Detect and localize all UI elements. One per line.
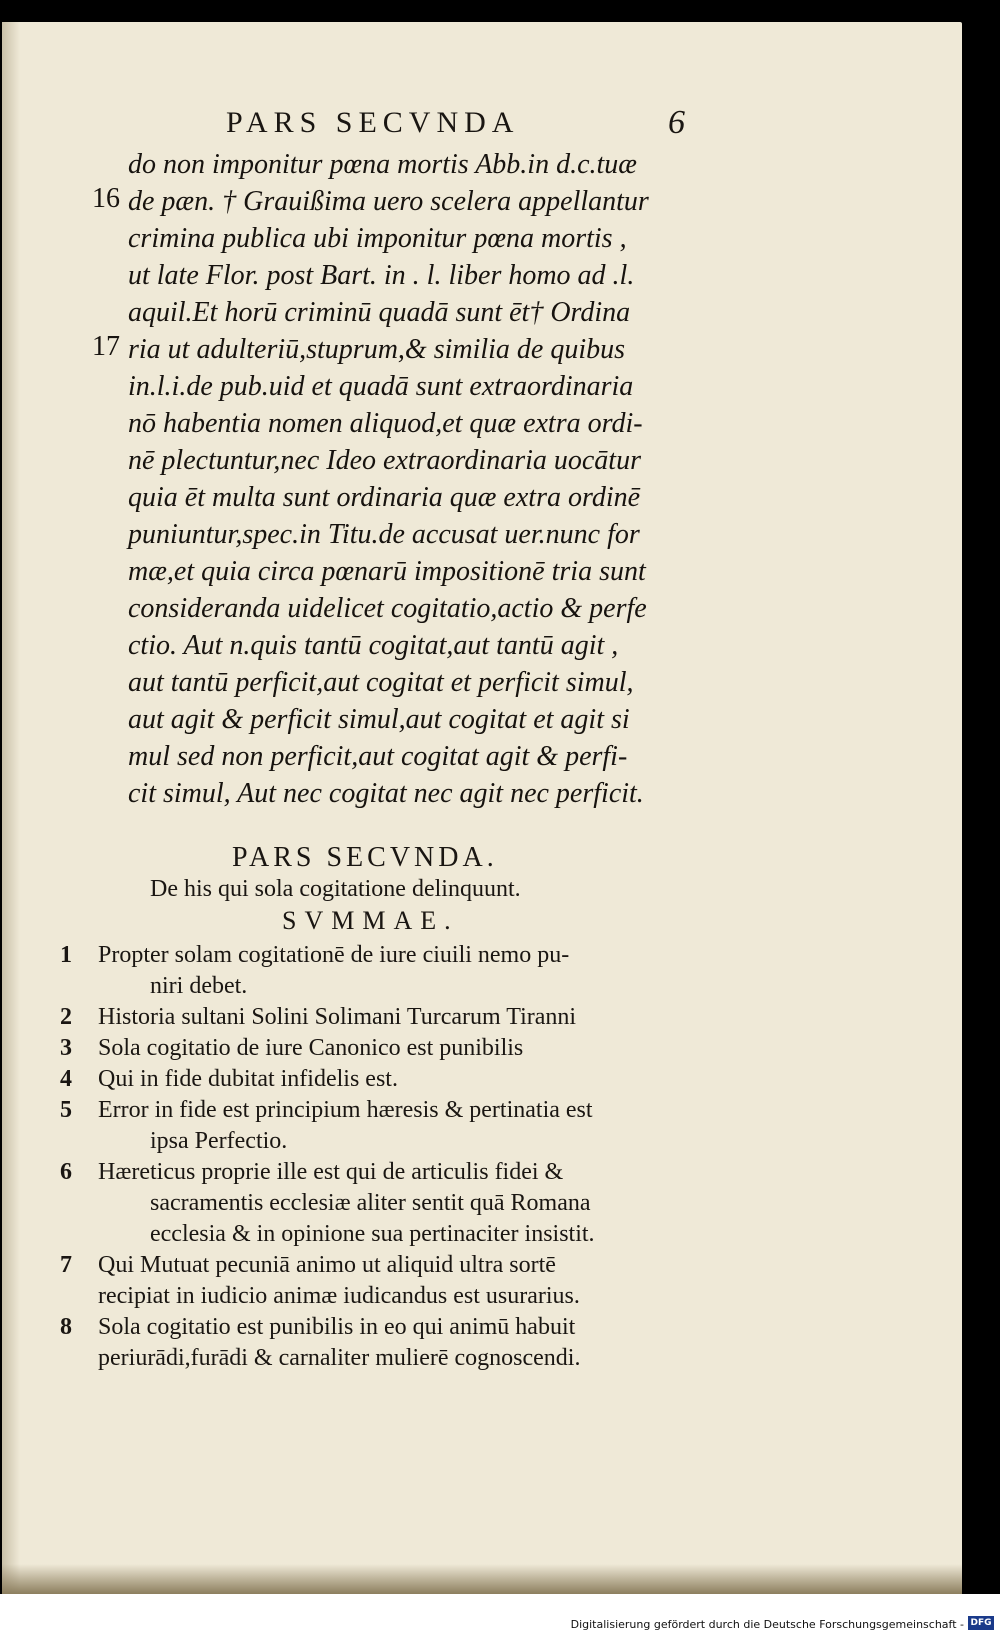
summary-text: Sola cogitatio est punibilis in eo qui animū habuit: [98, 1314, 576, 1340]
summary-item: [60, 1312, 740, 1343]
summary-text: Sola cogitatio de iure Canonico est punibilis: [98, 1035, 524, 1061]
text-line: cit simul, Aut nec cogitat nec agit nec perficit.: [128, 778, 644, 809]
page-gutter-shadow: [2, 22, 20, 1594]
summary-continuation: [60, 1281, 740, 1312]
text-line: nē plectuntur,nec Ideo extraordinaria uocātur: [128, 445, 641, 476]
text-line: de pæn. † Grauißima uero scelera appellantur: [128, 186, 649, 217]
summary-continuation: [60, 1219, 740, 1250]
summary-number: 7: [60, 1252, 72, 1278]
summary-number: 1: [60, 942, 72, 968]
funding-credit: Digitalisierung gefördert durch die Deutsche Forschungsgemeinschaft -: [570, 1618, 964, 1631]
summary-number: 2: [60, 1004, 72, 1030]
summae-label: SVMMAE.: [282, 906, 459, 935]
folio-number: 6: [668, 104, 685, 141]
text-line: consideranda uidelicet cogitatio,actio & perfe: [128, 593, 647, 624]
summary-text: Qui Mutuat pecuniā animo ut aliquid ultra sortē: [98, 1252, 556, 1278]
text-line: do non imponitur pœna mortis Abb.in d.c.tuæ: [128, 149, 637, 180]
summary-continuation: [60, 1188, 740, 1219]
summary-text: Propter solam cogitationē de iure ciuili nemo pu-: [98, 942, 570, 968]
summary-text: Qui in fide dubitat infidelis est.: [98, 1066, 398, 1092]
summary-continuation: [60, 1126, 740, 1157]
summae-list: [60, 940, 740, 1374]
text-line: nō habentia nomen aliquod,et quæ extra ordi-: [128, 408, 643, 439]
summary-text: sacramentis ecclesiæ aliter sentit quā Romana: [150, 1190, 591, 1216]
summary-text: Error in fide est principium hæresis & pertinatia est: [98, 1097, 593, 1123]
summary-item: [60, 940, 740, 971]
summary-text: periurādi,furādi & carnaliter mulierē cognoscendi.: [98, 1345, 581, 1371]
summary-number: 4: [60, 1066, 72, 1092]
text-line: puniuntur,spec.in Titu.de accusat uer.nunc for: [128, 519, 640, 550]
summary-text: Hæreticus proprie ille est qui de articulis fidei &: [98, 1159, 564, 1185]
summary-text: Historia sultani Solini Solimani Turcarum Tiranni: [98, 1004, 577, 1030]
summary-item: [60, 1033, 740, 1064]
dfg-logo: DFG: [968, 1616, 994, 1630]
text-line: ria ut adulteriū,stuprum,& similia de quibus: [128, 334, 626, 365]
text-line: aquil.Et horū criminū quadā sunt ēt† Ordina: [128, 297, 631, 328]
summary-item: [60, 1157, 740, 1188]
text-line: crimina publica ubi imponitur pœna mortis ,: [128, 223, 627, 254]
section-title: PARS SECVNDA.: [232, 842, 498, 873]
section-subtitle: De his qui sola cogitatione delinquunt.: [150, 876, 521, 902]
summary-number: 5: [60, 1097, 72, 1123]
summary-number: 3: [60, 1035, 72, 1061]
page-bottom-edge: [2, 1564, 962, 1594]
text-line: ctio. Aut n.quis tantū cogitat,aut tantū agit ,: [128, 630, 619, 661]
summary-item: [60, 1064, 740, 1095]
main-text-block: [128, 146, 728, 812]
text-line: mul sed non perficit,aut cogitat agit & perfi-: [128, 741, 628, 772]
summary-item: [60, 1250, 740, 1281]
summary-text: recipiat in iudicio animæ iudicandus est usurarius.: [98, 1283, 580, 1309]
text-line: in.l.i.de pub.uid et quadā sunt extraordinaria: [128, 371, 634, 402]
margin-number-17: 17: [92, 331, 120, 362]
summary-number: 8: [60, 1314, 72, 1340]
margin-number-16: 16: [92, 183, 120, 214]
summary-text: ipsa Perfectio.: [150, 1128, 288, 1154]
running-title: PARS SECVNDA: [226, 106, 520, 139]
summary-continuation: [60, 971, 740, 1002]
summary-number: 6: [60, 1159, 72, 1185]
summary-item: [60, 1095, 740, 1126]
text-line: mæ,et quia circa pœnarū impositionē tria sunt: [128, 556, 646, 587]
summary-continuation: [60, 1343, 740, 1374]
summary-text: niri debet.: [150, 973, 248, 999]
text-line: quia ēt multa sunt ordinaria quæ extra ordinē: [128, 482, 641, 513]
summary-item: [60, 1002, 740, 1033]
text-line: aut agit & perficit simul,aut cogitat et agit si: [128, 704, 630, 735]
summary-text: ecclesia & in opinione sua pertinaciter insistit.: [150, 1221, 595, 1247]
text-line: ut late Flor. post Bart. in . l. liber homo ad .l.: [128, 260, 635, 291]
text-line: aut tantū perficit,aut cogitat et perficit simul,: [128, 667, 634, 698]
